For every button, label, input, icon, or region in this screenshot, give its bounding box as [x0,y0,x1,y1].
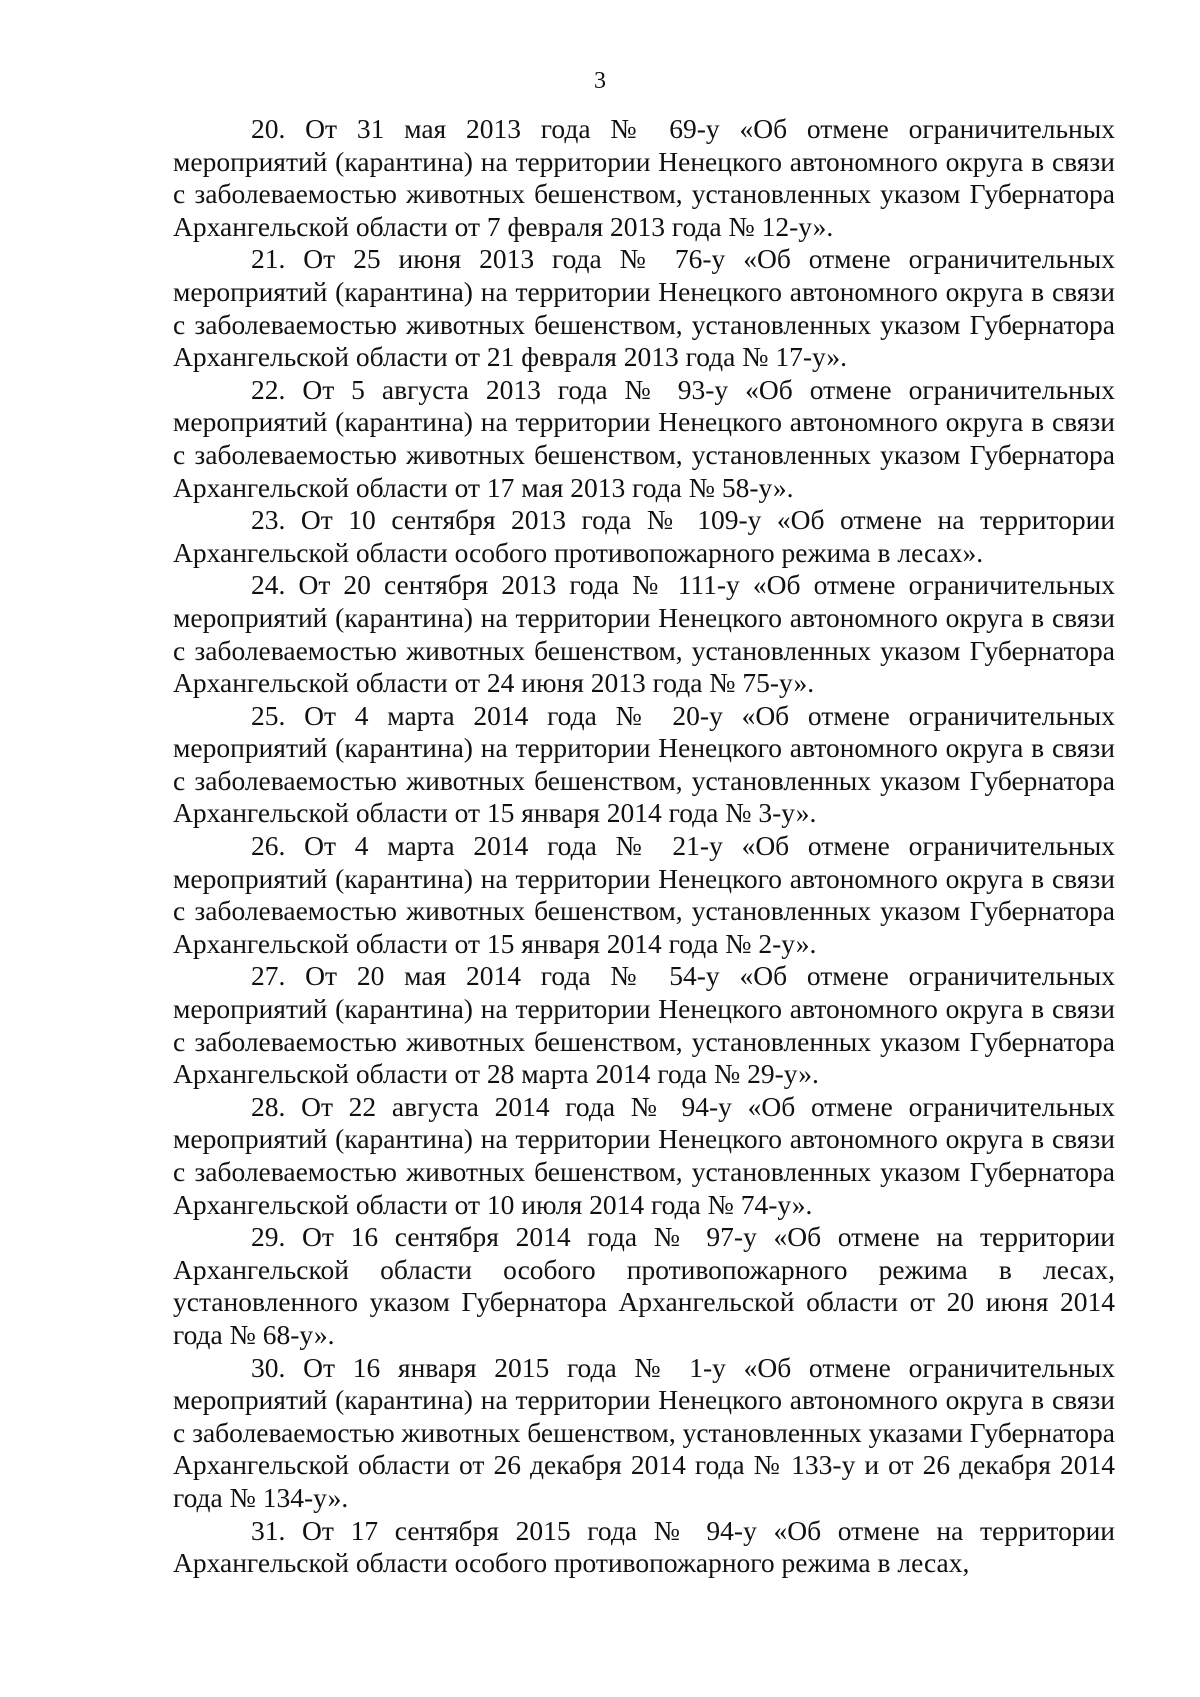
list-item-29: 29. От 16 сентября 2014 года № 97-у «Об отмене на территории Архангельской области особого противопожарного режима в лесах, установленного указом Губернатора Архангельской области от 20 июня 2014 года № 68-у». [173,1221,1115,1350]
list-item-25: 25. От 4 марта 2014 года № 20-у «Об отмене ограничительных мероприятий (карантина) на территории Ненецкого автономного округа в связи с заболеваемостью животных бешенством, установленных указом Губернатора Архангельской области от 15 января 2014 года № 3-у». [173,699,1115,829]
document-body [173,113,1115,1580]
list-item-30: 30. От 16 января 2015 года № 1-у «Об отмене ограничительных мероприятий (карантина) на территории Ненецкого автономного округа в связи с заболеваемостью животных бешенством, установленных указами Губернатора Архангельской области от 26 декабря 2014 года № 133-у и от 26 декабря 2014 года № 134-у». [173,1351,1116,1513]
list-item-23: 23. От 10 сентября 2013 года № 109-у «Об отмене на территории Архангельской области особого противопожарного режима в лесах». [173,504,1115,568]
list-item-26: 26. От 4 марта 2014 года № 21-у «Об отмене ограничительных мероприятий (карантина) на территории Ненецкого автономного округа в связи с заболеваемостью животных бешенством, установленных указом Губернатора Архангельской области от 15 января 2014 года № 2-у». [173,830,1115,959]
list-item-22: 22. От 5 августа 2013 года № 93-у «Об отмене ограничительных мероприятий (карантина) на территории Ненецкого автономного округа в связи с заболеваемостью животных бешенством, установленных указом Губернатора Архангельской области от 17 мая 2013 года № 58-у». [173,373,1115,503]
list-item-31: 31. От 17 сентября 2015 года № 94-у «Об отмене на территории Архангельской области особого противопожарного режима в лесах, [173,1514,1115,1579]
page-number: 3 [594,68,606,94]
list-item-21: 21. От 25 июня 2013 года № 76-у «Об отмене ограничительных мероприятий (карантина) на территории Ненецкого автономного округа в связи с заболеваемостью животных бешенством, установленных указом Губернатора Архангельской области от 21 февраля 2013 года № 17-у». [173,243,1115,373]
list-item-24: 24. От 20 сентября 2013 года № 111-у «Об отмене ограничительных мероприятий (карантина) на территории Ненецкого автономного округа в связи с заболеваемостью животных бешенством, установленных указом Губернатора Архангельской области от 24 июня 2013 года № 75-у». [173,569,1115,699]
list-item-20: 20. От 31 мая 2013 года № 69-у «Об отмене ограничительных мероприятий (карантина) на территории Ненецкого автономного округа в связи с заболеваемостью животных бешенством, установленных указом Губернатора Архангельской области от 7 февраля 2013 года № 12-у». [173,113,1115,242]
list-item-27: 27. От 20 мая 2014 года № 54-у «Об отмене ограничительных мероприятий (карантина) на территории Ненецкого автономного округа в связи с заболеваемостью животных бешенством, установленных указом Губернатора Архангельской области от 28 марта 2014 года № 29-у». [173,960,1115,1090]
list-item-28: 28. От 22 августа 2014 года № 94-у «Об отмене ограничительных мероприятий (карантина) на территории Ненецкого автономного округа в связи с заболеваемостью животных бешенством, установленных указом Губернатора Архангельской области от 10 июля 2014 года № 74-у». [173,1090,1115,1220]
